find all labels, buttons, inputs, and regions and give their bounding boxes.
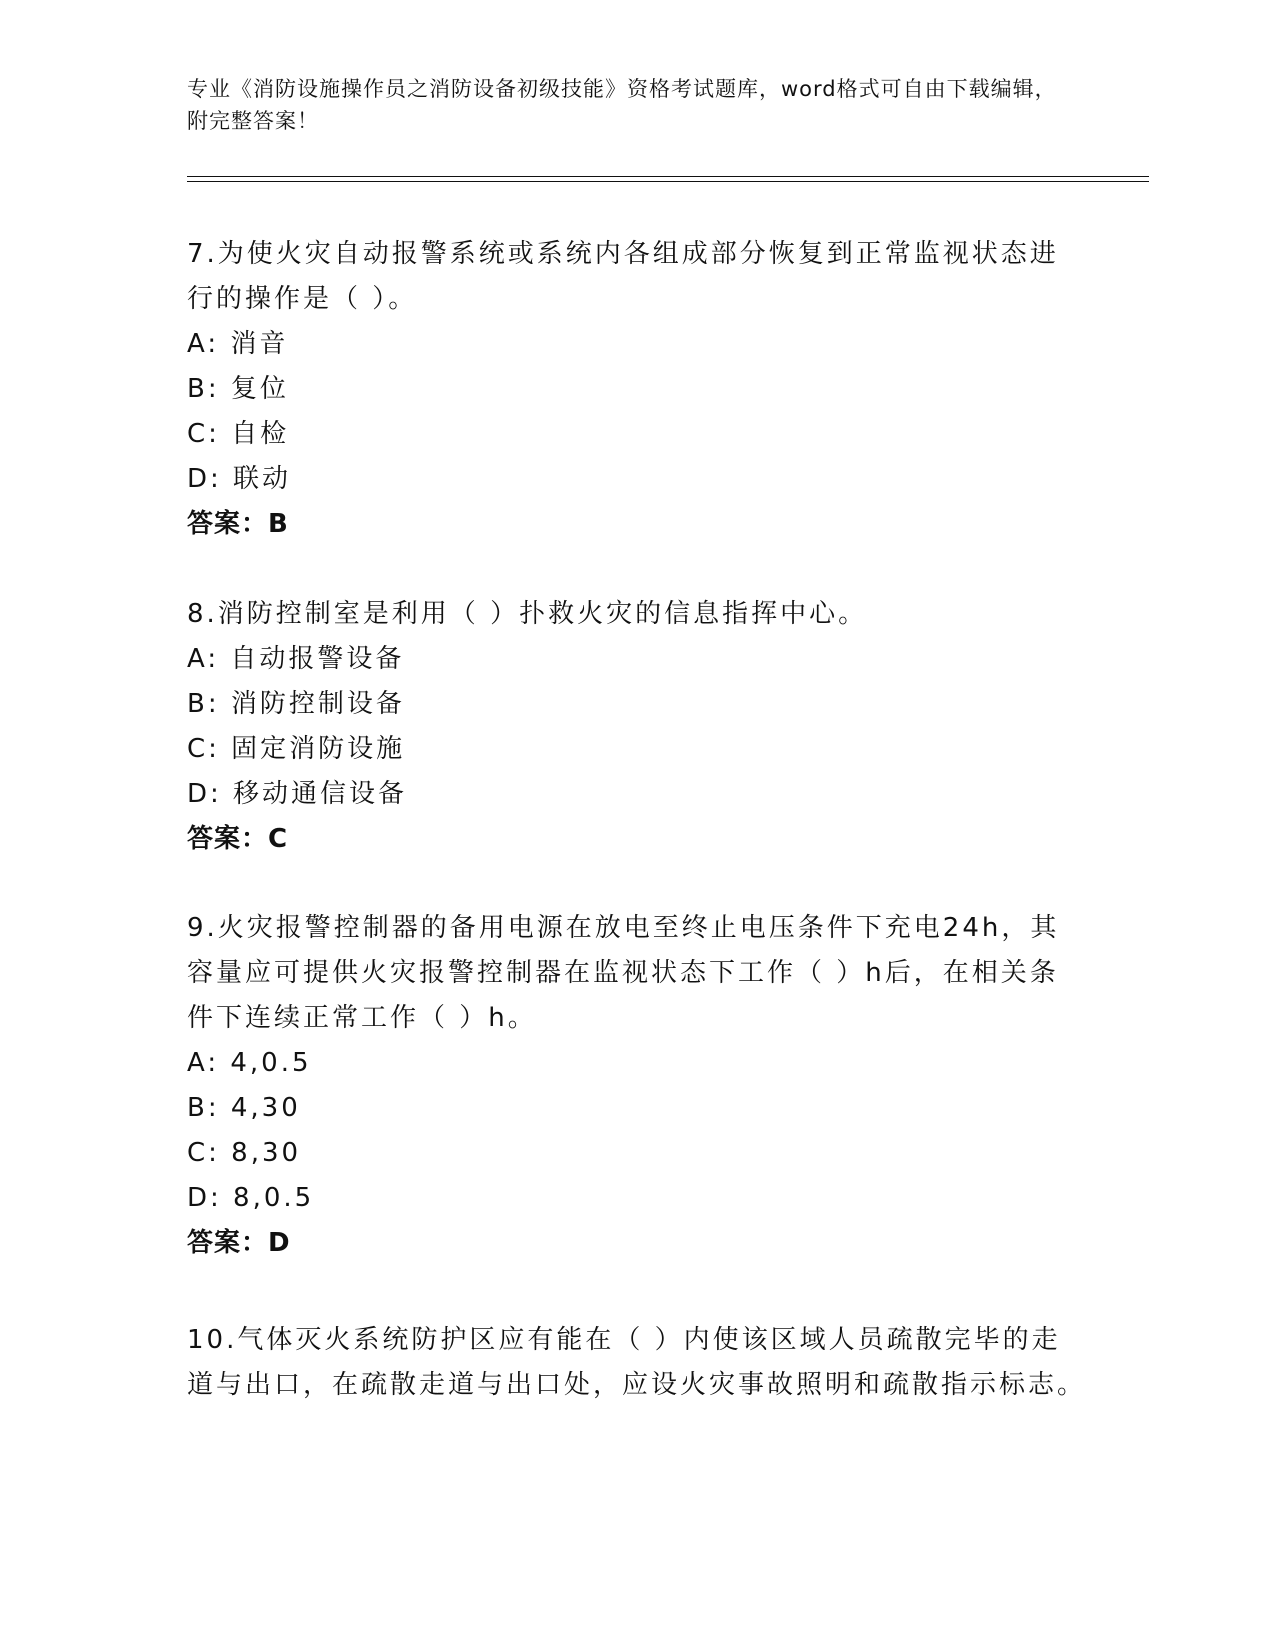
- question-8: [187, 592, 1087, 862]
- option-a: A: 消音: [187, 329, 289, 359]
- question-stem: 7.为使火灾自动报警系统或系统内各组成部分恢复到正常监视状态进行的操作是（ ）。: [187, 239, 1059, 314]
- question-10: [187, 1318, 1087, 1408]
- option-c: C: 固定消防设施: [187, 734, 406, 764]
- option-c: C: 8,30: [187, 1138, 302, 1168]
- option-d: D: 移动通信设备: [187, 779, 408, 809]
- option-a: A: 4,0.5: [187, 1048, 312, 1078]
- option-a: A: 自动报警设备: [187, 644, 405, 674]
- answer: 答案：D: [187, 1228, 291, 1258]
- option-d: D: 8,0.5: [187, 1183, 315, 1213]
- header-rule-bottom: [187, 181, 1149, 182]
- answer: 答案：B: [187, 509, 289, 539]
- header-rule-top: [187, 176, 1149, 177]
- option-b: B: 4,30: [187, 1093, 301, 1123]
- option-c: C: 自检: [187, 419, 290, 449]
- answer: 答案：C: [187, 824, 289, 854]
- option-b: B: 复位: [187, 374, 289, 404]
- option-b: B: 消防控制设备: [187, 689, 405, 719]
- question-9: [187, 906, 1087, 1266]
- question-7: [187, 232, 1087, 547]
- document-header: 专业《消防设施操作员之消防设备初级技能》资格考试题库，word格式可自由下载编辑，附完整答案！: [187, 77, 1057, 133]
- question-stem: 10.气体灭火系统防护区应有能在（ ）内使该区域人员疏散完毕的走道与出口，在疏散走道与出口处，应设火灾事故照明和疏散指示标志。: [187, 1325, 1087, 1400]
- option-d: D: 联动: [187, 464, 292, 494]
- question-stem: 9.火灾报警控制器的备用电源在放电至终止电压条件下充电24h，其容量应可提供火灾报警控制器在监视状态下工作（ ）h后，在相关条件下连续正常工作（ ）h。: [187, 913, 1060, 1033]
- question-stem: 8.消防控制室是利用（ ）扑救火灾的信息指挥中心。: [187, 599, 868, 629]
